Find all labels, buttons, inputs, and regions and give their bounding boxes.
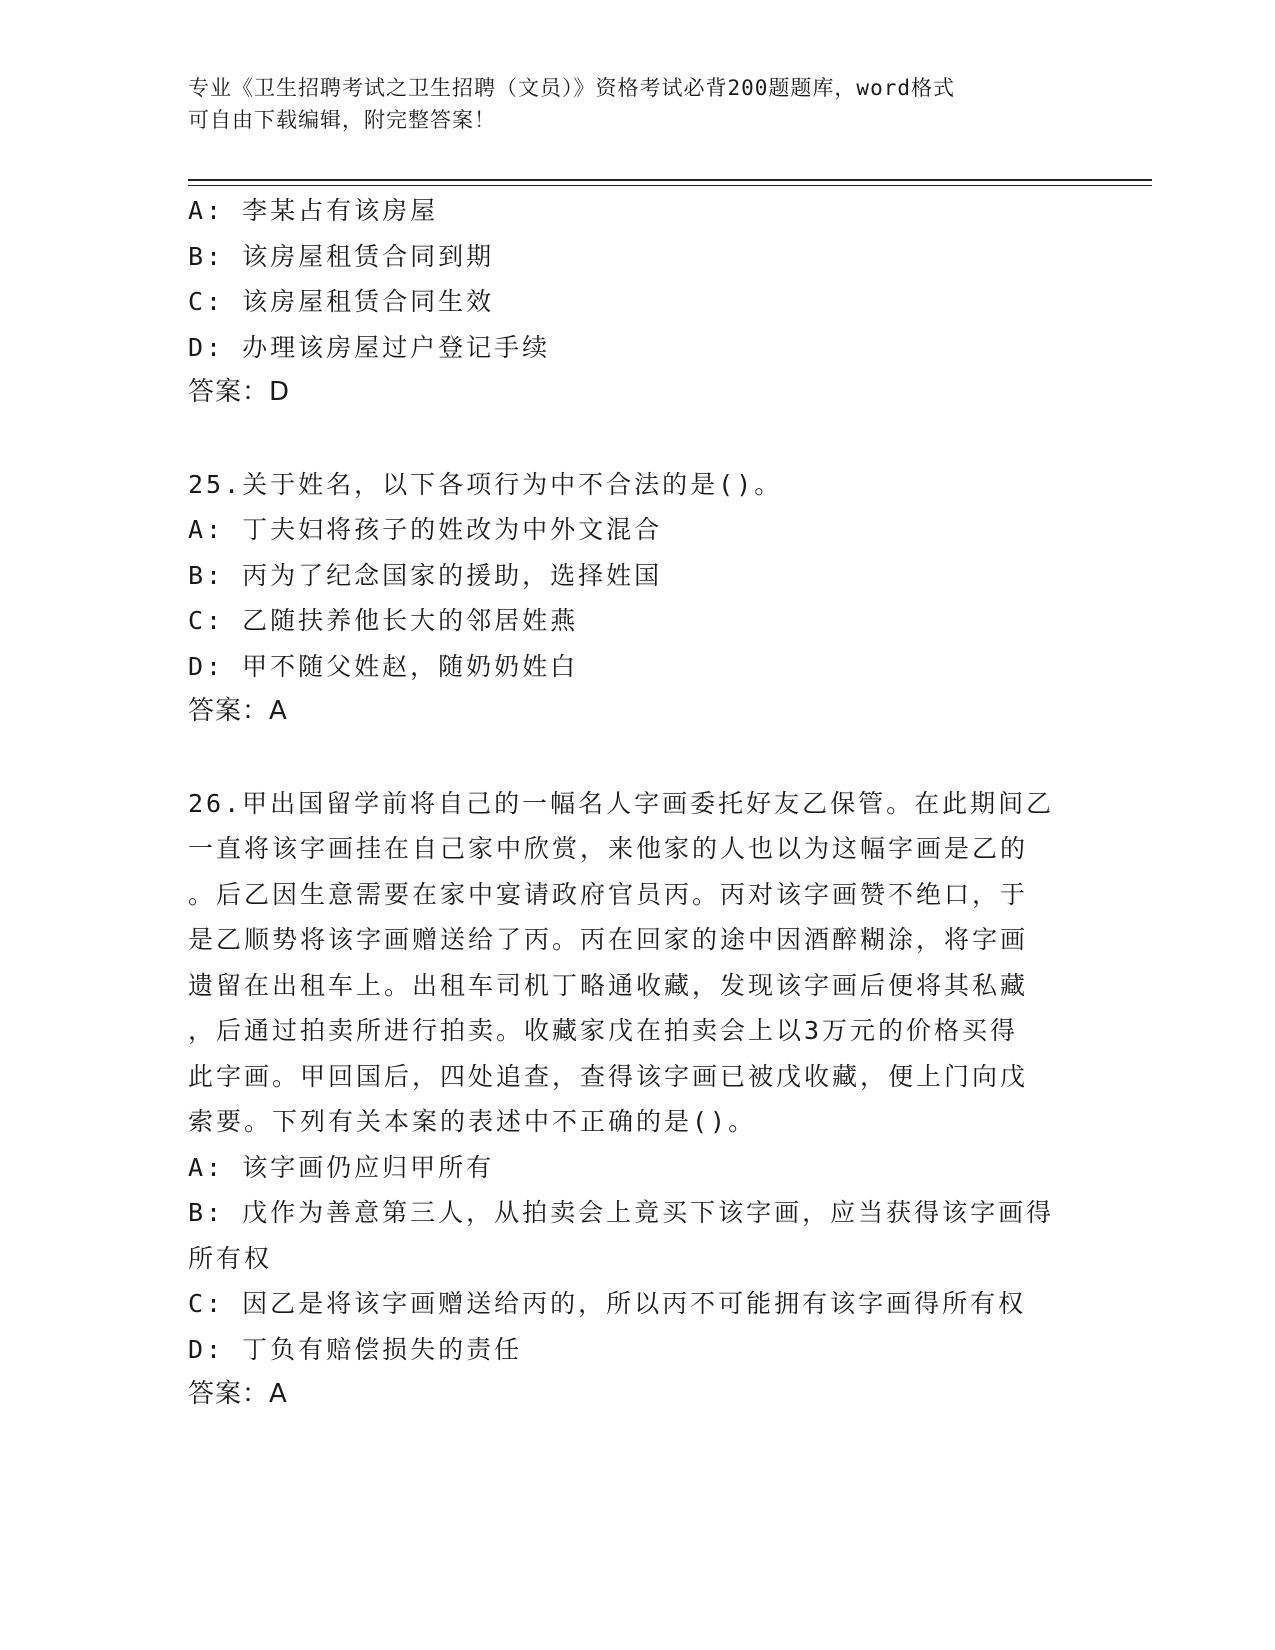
q25-question: 25.关于姓名，以下各项行为中不合法的是()。: [188, 469, 783, 499]
q26-question-line: 一直将该字画挂在自己家中欣赏，来他家的人也以为这幅字画是乙的: [188, 834, 1029, 863]
question-24-block: [188, 188, 1088, 416]
q24-answer: 答案：D: [188, 377, 291, 407]
q25-option-a: A: 丁夫妇将孩子的姓改为中外文混合: [188, 515, 663, 544]
document-header: [188, 72, 1068, 136]
q26-answer: 答案：A: [188, 1379, 288, 1409]
q26-question-line: 是乙顺势将该字画赠送给了丙。丙在回家的途中因酒醉糊涂，将字画: [188, 925, 1029, 954]
q26-option-c: C: 因乙是将该字画赠送给丙的，所以丙不可能拥有该字画得所有权: [188, 1289, 1027, 1318]
q24-option-d: D: 办理该房屋过户登记手续: [188, 332, 551, 362]
q26-question-line: 索要。下列有关本案的表述中不正确的是()。: [188, 1107, 757, 1136]
q24-option-c: C: 该房屋租赁合同生效: [188, 287, 495, 316]
q25-option-c: C: 乙随扶养他长大的邻居姓燕: [188, 606, 579, 635]
q25-option-b: B: 丙为了纪念国家的援助，选择姓国: [188, 560, 663, 590]
q26-option-b-line-1: B: 戊作为善意第三人，从拍卖会上竟买下该字画，应当获得该字画得: [188, 1198, 1055, 1227]
q25-option-d: D: 甲不随父姓赵，随奶奶姓白: [188, 651, 579, 681]
q26-option-b-line-2: 所有权: [188, 1243, 273, 1273]
q25-answer: 答案：A: [188, 696, 288, 726]
question-26-block: [188, 781, 1088, 1418]
q26-question-line: 26.甲出国留学前将自己的一幅名人字画委托好友乙保管。在此期间乙: [188, 788, 1055, 818]
q24-option-b: B: 该房屋租赁合同到期: [188, 241, 495, 271]
question-content: [188, 188, 1088, 1418]
header-line-2: 可自由下载编辑，附完整答案！: [188, 108, 496, 132]
header-rule-thick: [188, 179, 1152, 181]
q26-option-a: A: 该字画仍应归甲所有: [188, 1152, 495, 1182]
q26-option-d: D: 丁负有赔偿损失的责任: [188, 1334, 523, 1364]
q26-question-line: 遗留在出租车上。出租车司机丁略通收藏，发现该字画后便将其私藏: [188, 970, 1029, 1000]
spacer: [188, 416, 1088, 462]
q26-question-line: 此字画。甲回国后，四处追查，查得该字画已被戊收藏，便上门向戊: [188, 1061, 1029, 1091]
q26-question-line: 。后乙因生意需要在家中宴请政府官员丙。丙对该字画赞不绝口，于: [188, 879, 1029, 909]
q24-option-a: A: 李某占有该房屋: [188, 196, 439, 225]
question-25-block: [188, 462, 1088, 735]
header-rule-thin: [188, 185, 1152, 186]
spacer: [188, 735, 1088, 781]
header-line-1: 专业《卫生招聘考试之卫生招聘（文员）》资格考试必背200题题库，word格式: [188, 76, 955, 100]
q26-question-line: ，后通过拍卖所进行拍卖。收藏家戊在拍卖会上以3万元的价格买得: [188, 1016, 1019, 1045]
